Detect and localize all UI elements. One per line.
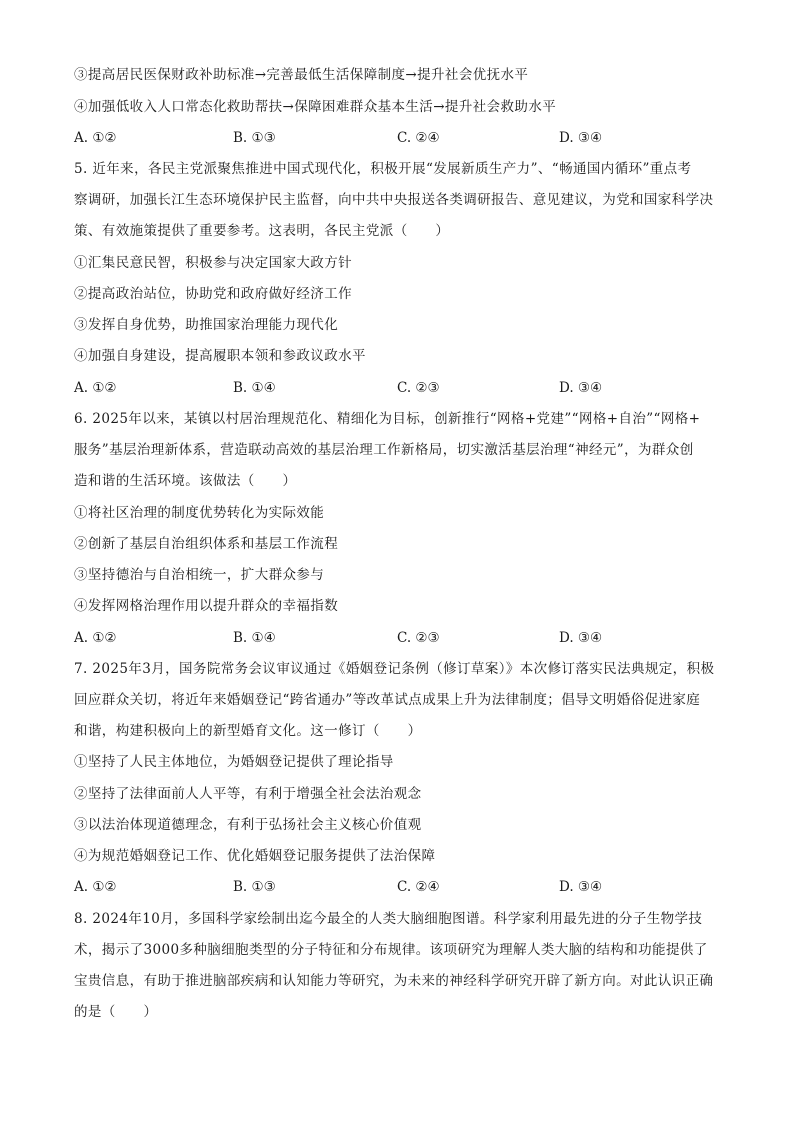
q5-stem-line-1: 5. 近年来，各民主党派聚焦推进中国式现代化，积极开展“发展新质生产力”、“畅通国内循环”重点考 <box>74 161 692 177</box>
q5-options <box>74 378 734 398</box>
q7-stem-line-1: 7. 2025年3月，国务院常务会议审议通过《婚姻登记条例（修订草案）》本次修订落实民法典规定，积极 <box>74 661 715 677</box>
q4-item-4: ④加强低收入人口常态化救助帮扶→保障困难群众基本生活→提升社会救助水平 <box>74 99 557 115</box>
q6-item-1: ①将社区治理的制度优势转化为实际效能 <box>74 505 325 521</box>
q4-options <box>74 128 734 148</box>
q6-stem-line-2: 服务”基层治理新体系，营造联动高效的基层治理工作新格局，切实激活基层治理“神经元”，为群众创 <box>74 442 694 458</box>
q5-item-4: ④加强自身建设，提高履职本领和参政议政水平 <box>74 348 366 364</box>
q6-stem-line-3: 造和谐的生活环境。该做法（ ） <box>74 473 297 489</box>
q7-options <box>74 877 734 897</box>
q6-stem-line-1: 6. 2025年以来，某镇以村居治理规范化、精细化为目标，创新推行“网格+党建”“网格+自治”“网格+ <box>74 411 701 427</box>
q4-item-3: ③提高居民医保财政补助标准→完善最低生活保障制度→提升社会优抚水平 <box>74 67 529 83</box>
q7-item-2: ②坚持了法律面前人人平等，有利于增强全社会法治观念 <box>74 786 422 802</box>
q7-item-4: ④为规范婚姻登记工作、优化婚姻登记服务提供了法治保障 <box>74 848 436 864</box>
q6-item-3: ③坚持德治与自治相统一，扩大群众参与 <box>74 567 325 583</box>
q6-option-c[interactable]: C. ②③ <box>397 630 440 646</box>
q5-option-c[interactable]: C. ②③ <box>397 380 440 396</box>
q7-option-c[interactable]: C. ②④ <box>397 879 440 895</box>
q6-item-2: ②创新了基层自治组织体系和基层工作流程 <box>74 536 339 552</box>
q6-option-d[interactable]: D. ③④ <box>559 630 603 646</box>
q7-item-1: ①坚持了人民主体地位，为婚姻登记提供了理论指导 <box>74 754 394 770</box>
q7-stem-line-2: 回应群众关切，将近年来婚姻登记“跨省通办”等改革试点成果上升为法律制度；倡导文明婚俗促进家庭 <box>74 692 701 708</box>
q7-item-3: ③以法治体现道德理念，有利于弘扬社会主义核心价值观 <box>74 817 422 833</box>
q6-item-4: ④发挥网格治理作用以提升群众的幸福指数 <box>74 598 339 614</box>
q4-option-c[interactable]: C. ②④ <box>397 130 440 146</box>
q6-options <box>74 628 734 648</box>
q6-option-b[interactable]: B. ①④ <box>233 630 276 646</box>
q7-option-a[interactable]: A. ①② <box>74 879 117 895</box>
q5-option-a[interactable]: A. ①② <box>74 380 117 396</box>
q5-option-b[interactable]: B. ①④ <box>233 380 276 396</box>
q5-item-3: ③发挥自身优势，助推国家治理能力现代化 <box>74 317 339 333</box>
q7-stem-line-3: 和谐，构建积极向上的新型婚育文化。这一修订（ ） <box>74 723 422 739</box>
q7-option-d[interactable]: D. ③④ <box>559 879 603 895</box>
q5-item-1: ①汇集民意民智，积极参与决定国家大政方针 <box>74 255 352 271</box>
q6-option-a[interactable]: A. ①② <box>74 630 117 646</box>
q4-option-a[interactable]: A. ①② <box>74 130 117 146</box>
q8-stem-line-2: 术，揭示了3000多种脑细胞类型的分子特征和分布规律。该项研究为理解人类大脑的结构和功能提供了 <box>74 942 708 958</box>
q5-option-d[interactable]: D. ③④ <box>559 380 603 396</box>
q8-stem-line-3: 宝贵信息，有助于推进脑部疾病和认知能力等研究，为未来的神经科学研究开辟了新方向。对此认识正确 <box>74 973 714 989</box>
q5-stem-line-2: 察调研，加强长江生态环境保护民主监督，向中共中央报送各类调研报告、意见建议，为党和国家科学决 <box>74 192 714 208</box>
q4-option-b[interactable]: B. ①③ <box>233 130 276 146</box>
q8-stem-line-1: 8. 2024年10月，多国科学家绘制出迄今最全的人类大脑细胞图谱。科学家利用最先进的分子生物学技 <box>74 911 703 927</box>
q8-stem-line-4: 的是（ ） <box>74 1004 158 1020</box>
q4-option-d[interactable]: D. ③④ <box>559 130 603 146</box>
q7-option-b[interactable]: B. ①③ <box>233 879 276 895</box>
q5-stem-line-3: 策、有效施策提供了重要参考。这表明，各民主党派（ ） <box>74 223 450 239</box>
q5-item-2: ②提高政治站位，协助党和政府做好经济工作 <box>74 286 352 302</box>
